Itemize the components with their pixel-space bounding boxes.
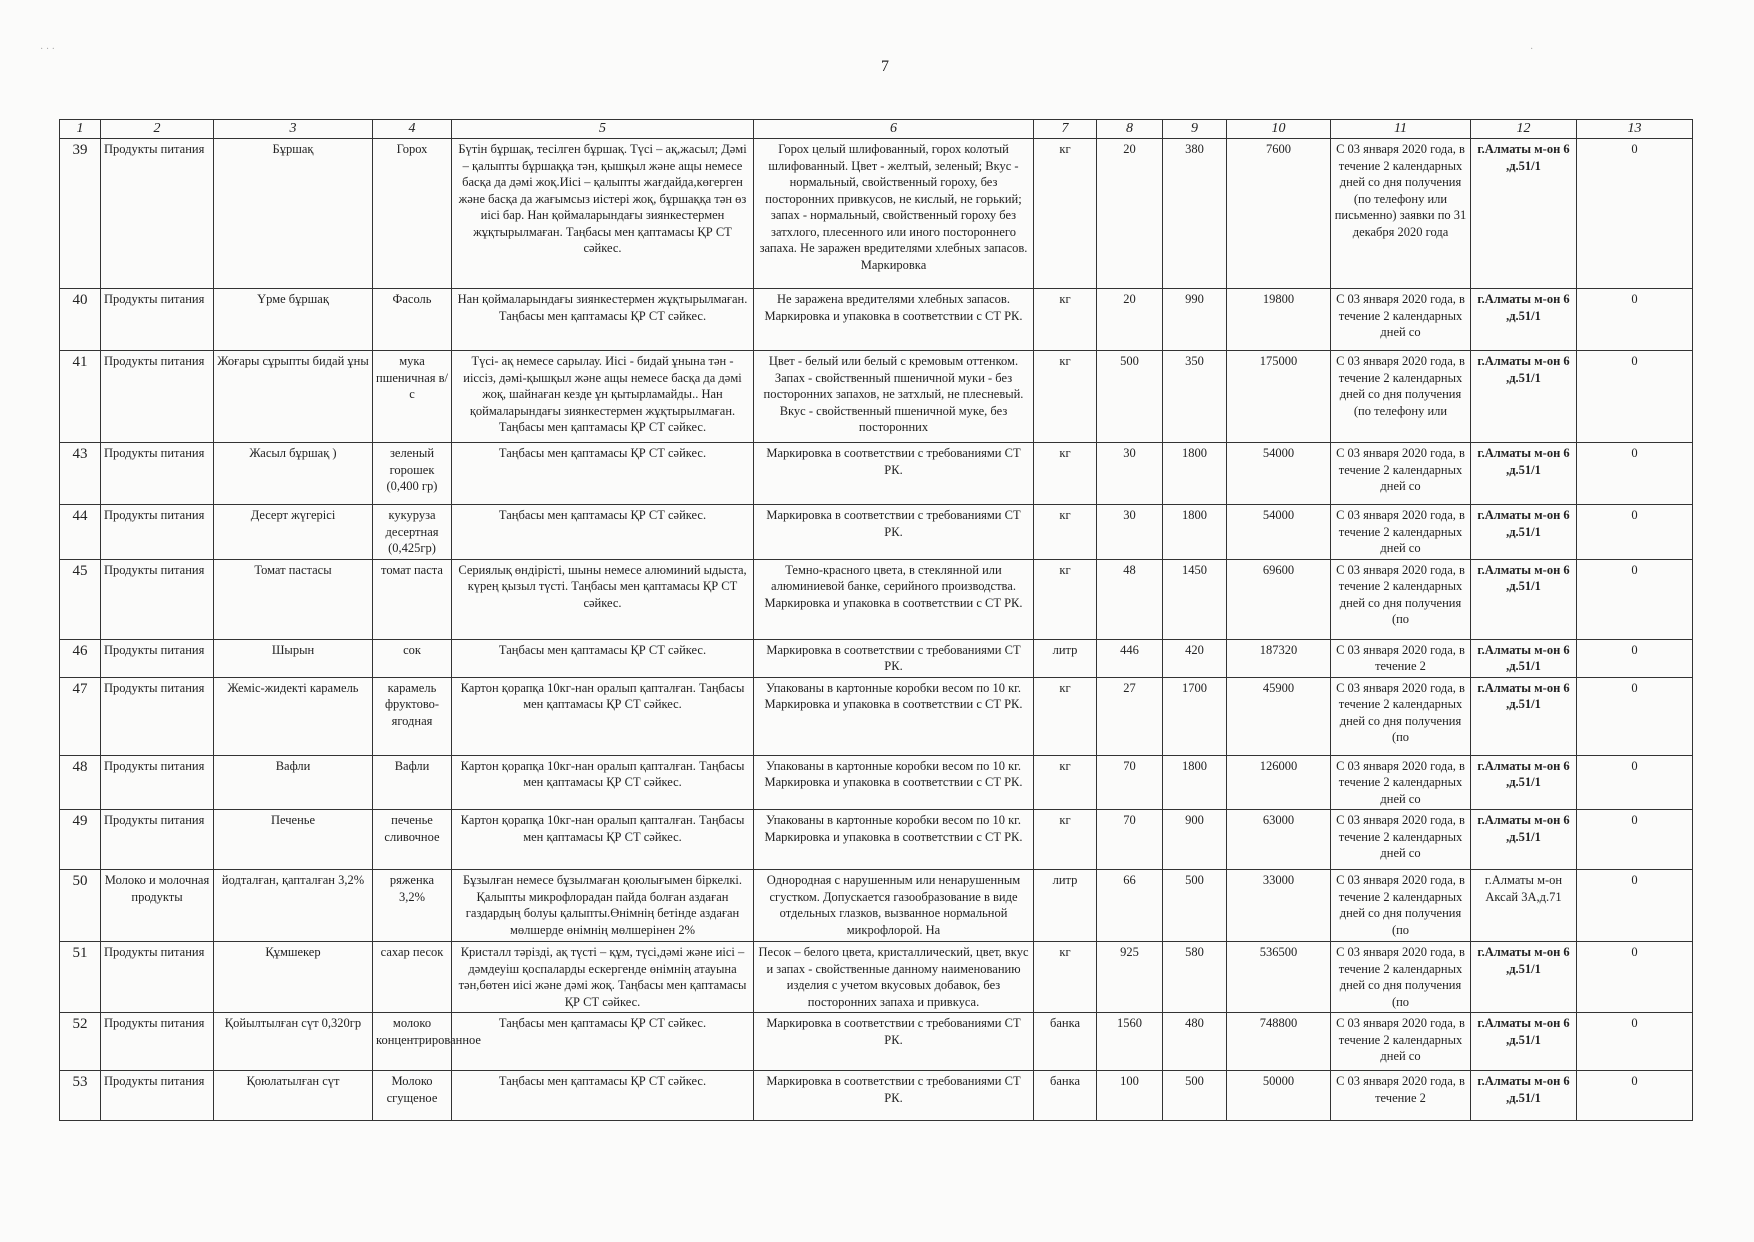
unit-cell: кг xyxy=(1034,351,1097,443)
product-name-ru: Вафли xyxy=(373,755,452,810)
row-number: 46 xyxy=(60,639,101,677)
advance-payment-cell: 0 xyxy=(1577,870,1693,942)
description-kz: Таңбасы мен қаптамасы ҚР СТ сәйкес. xyxy=(452,1071,754,1121)
product-name-ru: кукуруза десертная (0,425гр) xyxy=(373,505,452,560)
category-cell: Продукты питания xyxy=(101,810,214,870)
product-name-kz: Томат пастасы xyxy=(214,559,373,639)
unit-cell: кг xyxy=(1034,755,1097,810)
product-name-kz: Қойылтылған сүт 0,320гр xyxy=(214,1013,373,1071)
description-ru: Маркировка в соответствии с требованиями СТ РК. xyxy=(754,1071,1034,1121)
unit-cell: литр xyxy=(1034,639,1097,677)
sum-cell: 63000 xyxy=(1227,810,1331,870)
column-header: 10 xyxy=(1227,120,1331,139)
table-row xyxy=(60,139,1693,289)
table-row xyxy=(60,443,1693,505)
row-number: 51 xyxy=(60,942,101,1013)
price-cell: 350 xyxy=(1163,351,1227,443)
category-cell: Продукты питания xyxy=(101,639,214,677)
column-header: 8 xyxy=(1097,120,1163,139)
table-row xyxy=(60,289,1693,351)
description-ru: Маркировка в соответствии с требованиями СТ РК. xyxy=(754,639,1034,677)
row-number: 47 xyxy=(60,677,101,755)
description-kz: Таңбасы мен қаптамасы ҚР СТ сәйкес. xyxy=(452,1013,754,1071)
product-name-kz: Үрме бұршақ xyxy=(214,289,373,351)
row-number: 40 xyxy=(60,289,101,351)
quantity-cell: 20 xyxy=(1097,289,1163,351)
delivery-terms: С 03 января 2020 года, в течение 2 календарных дней со xyxy=(1331,289,1471,351)
sum-cell: 33000 xyxy=(1227,870,1331,942)
description-kz: Бүтін бұршақ, тесілген бұршақ. Түсі – ақ,жасыл; Дәмі – қалыпты бұршаққа тән, қышқыл және ащы немесе басқа да дәмі жоқ.Иісі – қалыпты жағдайда,көгерген және басқа да жағымсыз иістері жоқ, бұршаққа тән өз иісі бар. Нан қоймаларындағы зиянкестермен жұқтырылмаған. Таңбасы мен қаптамасы ҚР СТ сәйкес. xyxy=(452,139,754,289)
product-name-kz: Жеміс-жидекті карамель xyxy=(214,677,373,755)
quantity-cell: 30 xyxy=(1097,443,1163,505)
row-number: 52 xyxy=(60,1013,101,1071)
description-ru: Горох целый шлифованный, горох колотый шлифованный. Цвет - желтый, зеленый; Вкус - нормальный, свойственный гороху, без посторонних привкусов, не кислый, не горький; запах - нормальный, свойственный гороху без затхлого, плесенного или иного постороннего запаха. Не заражен вредителями хлебных запасов. Маркировка xyxy=(754,139,1034,289)
column-header: 13 xyxy=(1577,120,1693,139)
row-number: 41 xyxy=(60,351,101,443)
unit-cell: кг xyxy=(1034,139,1097,289)
category-cell: Продукты питания xyxy=(101,942,214,1013)
advance-payment-cell: 0 xyxy=(1577,1013,1693,1071)
advance-payment-cell: 0 xyxy=(1577,810,1693,870)
product-name-kz: Қоюлатылған сүт xyxy=(214,1071,373,1121)
delivery-terms: С 03 января 2020 года, в течение 2 календарных дней со xyxy=(1331,505,1471,560)
quantity-cell: 48 xyxy=(1097,559,1163,639)
price-cell: 480 xyxy=(1163,1013,1227,1071)
delivery-address: г.Алматы м-он 6 ,д.51/1 xyxy=(1471,810,1577,870)
price-cell: 500 xyxy=(1163,870,1227,942)
category-cell: Продукты питания xyxy=(101,351,214,443)
description-ru: Однородная с нарушенным или ненарушенным сгустком. Допускается газообразование в виде отдельных глазков, вызванное нормальной микрофлорой. На xyxy=(754,870,1034,942)
price-cell: 1800 xyxy=(1163,443,1227,505)
row-number: 49 xyxy=(60,810,101,870)
description-kz: Таңбасы мен қаптамасы ҚР СТ сәйкес. xyxy=(452,639,754,677)
description-kz: Сериялық өндірісті, шыны немесе алюминий ыдыста, күрең қызыл түсті. Таңбасы мен қаптамасы ҚР СТ сәйкес. xyxy=(452,559,754,639)
table-row xyxy=(60,870,1693,942)
delivery-terms: С 03 января 2020 года, в течение 2 календарных дней со дня получения (по xyxy=(1331,559,1471,639)
sum-cell: 69600 xyxy=(1227,559,1331,639)
product-name-ru: печенье сливочное xyxy=(373,810,452,870)
product-name-kz: Бұршақ xyxy=(214,139,373,289)
product-name-kz: йодталған, қапталған 3,2% xyxy=(214,870,373,942)
product-name-ru: Горох xyxy=(373,139,452,289)
quantity-cell: 100 xyxy=(1097,1071,1163,1121)
delivery-terms: С 03 января 2020 года, в течение 2 календарных дней со дня получения (по xyxy=(1331,870,1471,942)
column-header: 9 xyxy=(1163,120,1227,139)
table-row xyxy=(60,755,1693,810)
sum-cell: 748800 xyxy=(1227,1013,1331,1071)
price-cell: 1800 xyxy=(1163,505,1227,560)
quantity-cell: 446 xyxy=(1097,639,1163,677)
advance-payment-cell: 0 xyxy=(1577,351,1693,443)
delivery-address: г.Алматы м-он Аксай 3А,д.71 xyxy=(1471,870,1577,942)
description-ru: Маркировка в соответствии с требованиями СТ РК. xyxy=(754,505,1034,560)
delivery-terms: С 03 января 2020 года, в течение 2 календарных дней со дня получения (по xyxy=(1331,942,1471,1013)
category-cell: Продукты питания xyxy=(101,289,214,351)
delivery-terms: С 03 января 2020 года, в течение 2 xyxy=(1331,1071,1471,1121)
category-cell: Продукты питания xyxy=(101,1013,214,1071)
row-number: 43 xyxy=(60,443,101,505)
sum-cell: 19800 xyxy=(1227,289,1331,351)
description-ru: Цвет - белый или белый с кремовым оттенком. Запах - свойственный пшеничной муки - без посторонних запахов, не затхлый, не плесневый. Вкус - свойственный пшеничной муке, без посторонних xyxy=(754,351,1034,443)
quantity-cell: 70 xyxy=(1097,810,1163,870)
row-number: 39 xyxy=(60,139,101,289)
advance-payment-cell: 0 xyxy=(1577,559,1693,639)
sum-cell: 45900 xyxy=(1227,677,1331,755)
unit-cell: кг xyxy=(1034,677,1097,755)
delivery-address: г.Алматы м-он 6 ,д.51/1 xyxy=(1471,443,1577,505)
delivery-address: г.Алматы м-он 6 ,д.51/1 xyxy=(1471,559,1577,639)
product-name-kz: Жасыл бұршақ ) xyxy=(214,443,373,505)
description-ru: Не заражена вредителями хлебных запасов. Маркировка и упаковка в соответствии с СТ РК. xyxy=(754,289,1034,351)
advance-payment-cell: 0 xyxy=(1577,139,1693,289)
delivery-terms: С 03 января 2020 года, в течение 2 календарных дней со xyxy=(1331,443,1471,505)
product-name-kz: Құмшекер xyxy=(214,942,373,1013)
description-ru: Упакованы в картонные коробки весом по 10 кг. Маркировка и упаковка в соответствии с СТ РК. xyxy=(754,755,1034,810)
product-name-kz: Шырын xyxy=(214,639,373,677)
delivery-terms: С 03 января 2020 года, в течение 2 календарных дней со xyxy=(1331,755,1471,810)
delivery-address: г.Алматы м-он 6 ,д.51/1 xyxy=(1471,139,1577,289)
column-header: 6 xyxy=(754,120,1034,139)
delivery-address: г.Алматы м-он 6 ,д.51/1 xyxy=(1471,942,1577,1013)
category-cell: Продукты питания xyxy=(101,139,214,289)
description-ru: Темно-красного цвета, в стеклянной или алюминиевой банке, серийного производства. Маркировка и упаковка в соответствии с СТ РК. xyxy=(754,559,1034,639)
product-name-kz: Жоғары сұрыпты бидай ұны xyxy=(214,351,373,443)
advance-payment-cell: 0 xyxy=(1577,289,1693,351)
product-name-ru: мука пшеничная в/с xyxy=(373,351,452,443)
table-row xyxy=(60,639,1693,677)
quantity-cell: 925 xyxy=(1097,942,1163,1013)
delivery-address: г.Алматы м-он 6 ,д.51/1 xyxy=(1471,1013,1577,1071)
quantity-cell: 30 xyxy=(1097,505,1163,560)
description-ru: Упакованы в картонные коробки весом по 10 кг. Маркировка и упаковка в соответствии с СТ РК. xyxy=(754,810,1034,870)
column-header: 11 xyxy=(1331,120,1471,139)
product-name-kz: Десерт жүгерісі xyxy=(214,505,373,560)
advance-payment-cell: 0 xyxy=(1577,443,1693,505)
table-row xyxy=(60,1013,1693,1071)
advance-payment-cell: 0 xyxy=(1577,639,1693,677)
product-name-ru: сок xyxy=(373,639,452,677)
column-header: 12 xyxy=(1471,120,1577,139)
category-cell: Продукты питания xyxy=(101,755,214,810)
price-cell: 500 xyxy=(1163,1071,1227,1121)
row-number: 44 xyxy=(60,505,101,560)
unit-cell: кг xyxy=(1034,289,1097,351)
column-number-row xyxy=(60,120,1693,139)
specification-table xyxy=(59,119,1693,1121)
sum-cell: 7600 xyxy=(1227,139,1331,289)
description-kz: Кристалл тәрізді, ақ түсті – құм, түсі,дәмі және иісі – дәмдеуіш қоспаларды ескергенде өнімнің атауына тән,бөтен иісі және дәмі жоқ. Таңбасы мен қаптамасы ҚР СТ сәйкес. xyxy=(452,942,754,1013)
unit-cell: кг xyxy=(1034,505,1097,560)
column-header: 3 xyxy=(214,120,373,139)
sum-cell: 175000 xyxy=(1227,351,1331,443)
product-name-ru: карамель фруктово-ягодная xyxy=(373,677,452,755)
delivery-terms: С 03 января 2020 года, в течение 2 календарных дней со xyxy=(1331,810,1471,870)
unit-cell: банка xyxy=(1034,1071,1097,1121)
category-cell: Продукты питания xyxy=(101,505,214,560)
table-row xyxy=(60,351,1693,443)
description-kz: Нан қоймаларындағы зиянкестермен жұқтырылмаған. Таңбасы мен қаптамасы ҚР СТ сәйкес. xyxy=(452,289,754,351)
unit-cell: кг xyxy=(1034,443,1097,505)
product-name-ru: Фасоль xyxy=(373,289,452,351)
quantity-cell: 27 xyxy=(1097,677,1163,755)
description-kz: Картон қорапқа 10кг-нан оралып қапталған. Таңбасы мен қаптамасы ҚР СТ сәйкес. xyxy=(452,755,754,810)
price-cell: 580 xyxy=(1163,942,1227,1013)
advance-payment-cell: 0 xyxy=(1577,755,1693,810)
product-name-ru: ряженка 3,2% xyxy=(373,870,452,942)
unit-cell: литр xyxy=(1034,870,1097,942)
category-cell: Продукты питания xyxy=(101,559,214,639)
product-name-kz: Вафли xyxy=(214,755,373,810)
page-number: 7 xyxy=(881,58,889,75)
category-cell: Продукты питания xyxy=(101,1071,214,1121)
price-cell: 990 xyxy=(1163,289,1227,351)
description-ru: Упакованы в картонные коробки весом по 10 кг. Маркировка и упаковка в соответствии с СТ РК. xyxy=(754,677,1034,755)
advance-payment-cell: 0 xyxy=(1577,677,1693,755)
description-kz: Таңбасы мен қаптамасы ҚР СТ сәйкес. xyxy=(452,443,754,505)
category-cell: Молоко и молочная продукты xyxy=(101,870,214,942)
product-name-kz: Печенье xyxy=(214,810,373,870)
table-row xyxy=(60,942,1693,1013)
category-cell: Продукты питания xyxy=(101,443,214,505)
column-header: 1 xyxy=(60,120,101,139)
delivery-address: г.Алматы м-он 6 ,д.51/1 xyxy=(1471,1071,1577,1121)
table-body xyxy=(60,139,1693,1121)
price-cell: 420 xyxy=(1163,639,1227,677)
row-number: 53 xyxy=(60,1071,101,1121)
column-header: 7 xyxy=(1034,120,1097,139)
quantity-cell: 500 xyxy=(1097,351,1163,443)
sum-cell: 126000 xyxy=(1227,755,1331,810)
description-kz: Бұзылған немесе бұзылмаған қоюлығымен біркелкі. Қалыпты микрофлорадан пайда болған аздаған газдардың болуы қалыпты.Өнімнің бетінде аздаған мөлшерде өнімнің мөлшерінен 2% xyxy=(452,870,754,942)
delivery-terms: С 03 января 2020 года, в течение 2 календарных дней со xyxy=(1331,1013,1471,1071)
sum-cell: 536500 xyxy=(1227,942,1331,1013)
price-cell: 380 xyxy=(1163,139,1227,289)
delivery-terms: С 03 января 2020 года, в течение 2 календарных дней со дня получения (по xyxy=(1331,677,1471,755)
price-cell: 1800 xyxy=(1163,755,1227,810)
sum-cell: 54000 xyxy=(1227,505,1331,560)
advance-payment-cell: 0 xyxy=(1577,1071,1693,1121)
column-header: 2 xyxy=(101,120,214,139)
product-name-ru: томат паста xyxy=(373,559,452,639)
sum-cell: 187320 xyxy=(1227,639,1331,677)
quantity-cell: 70 xyxy=(1097,755,1163,810)
description-kz: Картон қорапқа 10кг-нан оралып қапталған. Таңбасы мен қаптамасы ҚР СТ сәйкес. xyxy=(452,810,754,870)
product-name-ru: сахар песок xyxy=(373,942,452,1013)
unit-cell: кг xyxy=(1034,810,1097,870)
description-ru: Маркировка в соответствии с требованиями СТ РК. xyxy=(754,1013,1034,1071)
description-kz: Таңбасы мен қаптамасы ҚР СТ сәйкес. xyxy=(452,505,754,560)
scan-speck: · xyxy=(1530,44,1534,55)
column-header: 4 xyxy=(373,120,452,139)
sum-cell: 50000 xyxy=(1227,1071,1331,1121)
delivery-address: г.Алматы м-он 6 ,д.51/1 xyxy=(1471,351,1577,443)
row-number: 48 xyxy=(60,755,101,810)
delivery-terms: С 03 января 2020 года, в течение 2 xyxy=(1331,639,1471,677)
delivery-terms: С 03 января 2020 года, в течение 2 календарных дней со дня получения (по телефону или xyxy=(1331,351,1471,443)
unit-cell: кг xyxy=(1034,942,1097,1013)
unit-cell: банка xyxy=(1034,1013,1097,1071)
product-name-ru: зеленый горошек (0,400 гр) xyxy=(373,443,452,505)
delivery-address: г.Алматы м-он 6 ,д.51/1 xyxy=(1471,755,1577,810)
quantity-cell: 66 xyxy=(1097,870,1163,942)
description-ru: Маркировка в соответствии с требованиями СТ РК. xyxy=(754,443,1034,505)
advance-payment-cell: 0 xyxy=(1577,505,1693,560)
table-row xyxy=(60,677,1693,755)
table-row xyxy=(60,810,1693,870)
description-kz: Картон қорапқа 10кг-нан оралып қапталған. Таңбасы мен қаптамасы ҚР СТ сәйкес. xyxy=(452,677,754,755)
advance-payment-cell: 0 xyxy=(1577,942,1693,1013)
delivery-address: г.Алматы м-он 6 ,д.51/1 xyxy=(1471,677,1577,755)
scan-speck: · · · xyxy=(40,44,55,55)
price-cell: 1450 xyxy=(1163,559,1227,639)
product-name-ru: молоко концентрированное xyxy=(373,1013,452,1071)
delivery-address: г.Алматы м-он 6 ,д.51/1 xyxy=(1471,505,1577,560)
price-cell: 1700 xyxy=(1163,677,1227,755)
unit-cell: кг xyxy=(1034,559,1097,639)
sum-cell: 54000 xyxy=(1227,443,1331,505)
table-row xyxy=(60,505,1693,560)
row-number: 50 xyxy=(60,870,101,942)
category-cell: Продукты питания xyxy=(101,677,214,755)
table-row xyxy=(60,1071,1693,1121)
column-header: 5 xyxy=(452,120,754,139)
delivery-address: г.Алматы м-он 6 ,д.51/1 xyxy=(1471,639,1577,677)
quantity-cell: 20 xyxy=(1097,139,1163,289)
quantity-cell: 1560 xyxy=(1097,1013,1163,1071)
delivery-terms: С 03 января 2020 года, в течение 2 календарных дней со дня получения (по телефону или письменно) заявки по 31 декабря 2020 года xyxy=(1331,139,1471,289)
table-row xyxy=(60,559,1693,639)
price-cell: 900 xyxy=(1163,810,1227,870)
description-kz: Түсі- ақ немесе сарылау. Иісі - бидай ұнына тән - иіссіз, дәмі-қышқыл және ащы немесе басқа да дәмі жоқ, шайнаған кезде ұн қытырламайды.. Нан қоймаларындағы зиянкестермен жұқтырылмаған. Таңбасы мен қаптамасы ҚР СТ сәйкес. xyxy=(452,351,754,443)
product-name-ru: Молоко сгущеное xyxy=(373,1071,452,1121)
delivery-address: г.Алматы м-он 6 ,д.51/1 xyxy=(1471,289,1577,351)
description-ru: Песок – белого цвета, кристаллический, цвет, вкус и запах - свойственные данному наименованию изделия с учетом вкусовых добавок, без посторонних запаха и привкуса. xyxy=(754,942,1034,1013)
row-number: 45 xyxy=(60,559,101,639)
